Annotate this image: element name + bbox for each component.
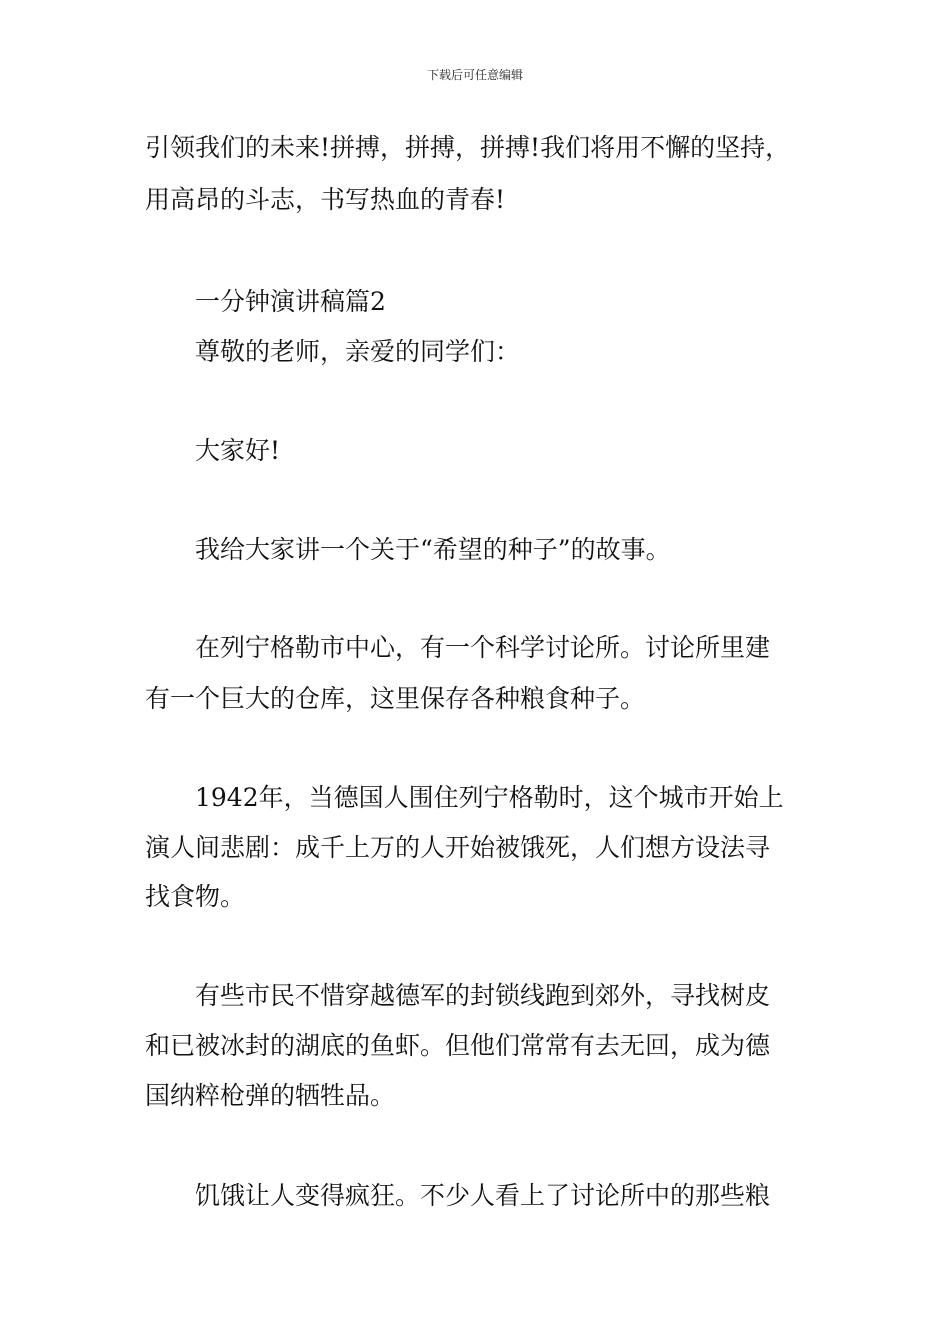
paragraph-line: 和已被冰封的湖底的鱼虾。但他们常常有去无回，成为德 (145, 1031, 771, 1060)
paragraph-line: 找食物。 (145, 882, 246, 911)
paragraph-line: 用高昂的斗志，书写热血的青春! (145, 185, 506, 214)
greeting: 大家好! (195, 436, 281, 465)
salutation: 尊敬的老师，亲爱的同学们： (195, 337, 521, 366)
paragraph-line: 在列宁格勒市中心，有一个科学讨论所。讨论所里建 (195, 633, 771, 662)
paragraph-line: 1942年，当德国人围住列宁格勒时，这个城市开始上 (195, 783, 784, 812)
paragraph-line: 有些市民不惜穿越德军的封锁线跑到郊外，寻找树皮 (195, 981, 771, 1010)
paragraph-line: 饥饿让人变得疯狂。不少人看上了讨论所中的那些粮 (195, 1181, 771, 1210)
paragraph-line: 有一个巨大的仓库，这里保存各种粮食种子。 (145, 684, 646, 713)
section-title: 一分钟演讲稿篇2 (195, 287, 386, 316)
paragraph-line: 引领我们的未来!拼搏，拼搏，拼搏!我们将用不懈的坚持， (145, 133, 791, 162)
paragraph-line: 演人间悲剧：成千上万的人开始被饿死，人们想方设法寻 (145, 833, 771, 862)
header-note: 下载后可任意编辑 (426, 68, 523, 82)
paragraph-line: 我给大家讲一个关于“希望的种子”的故事。 (195, 535, 671, 564)
paragraph-line: 国纳粹枪弹的牺牲品。 (145, 1081, 396, 1110)
